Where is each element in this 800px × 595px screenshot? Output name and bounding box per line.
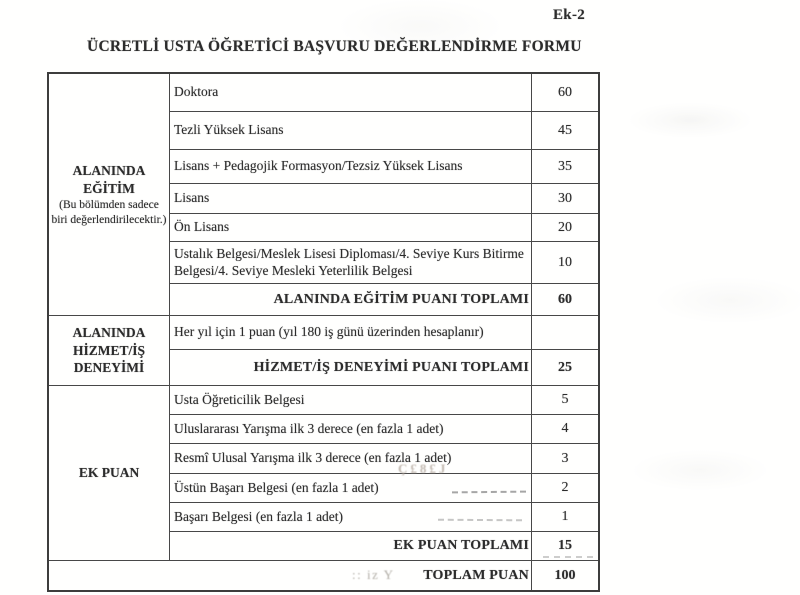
section-total-points: 15	[532, 532, 598, 561]
criterion-row-label: Ustalık Belgesi/Meslek Lisesi Diploması/4. Seviye Kurs Bitirme Belgesi/4. Seviye Mesleki Yeterlilik Belgesi	[170, 242, 532, 284]
criterion-points: 10	[532, 242, 598, 284]
criterion-points: 45	[532, 112, 598, 150]
grand-total-points: 100	[554, 567, 576, 583]
criterion-row-label: Doktora	[170, 74, 532, 112]
criterion-points: 60	[532, 74, 598, 112]
category-cell-alaninda-egitim	[49, 74, 170, 316]
criterion-row-label: Ön Lisans	[170, 214, 532, 242]
category-title: EK PUAN	[78, 465, 140, 481]
criterion-points: 20	[532, 214, 598, 242]
category-title: ALANINDA HİZMET/İŞ DENEYİMİ	[72, 325, 146, 376]
criterion-points: 4	[532, 415, 598, 444]
grand-total-label: TOPLAM PUAN	[49, 561, 532, 590]
section-total-label: ALANINDA EĞİTİM PUANI TOPLAMI	[170, 284, 532, 316]
criterion-row-label: Başarı Belgesi (en fazla 1 adet)	[170, 503, 532, 532]
scan-artifact-ghost-text: Ç£8£J	[398, 461, 449, 476]
criterion-row-label: Lisans	[170, 184, 532, 214]
criterion-row-label: Tezli Yüksek Lisans	[170, 112, 532, 150]
category-title: ALANINDA EĞİTİM	[72, 163, 146, 196]
criterion-points: 35	[532, 150, 598, 184]
section-total-label: HİZMET/İŞ DENEYİMİ PUANI TOPLAMI	[170, 350, 532, 386]
annex-tag: Ek-2	[553, 7, 586, 23]
criterion-points: 5	[532, 386, 598, 415]
criterion-row-label: Usta Öğreticilik Belgesi	[170, 386, 532, 415]
criterion-row-label: Üstün Başarı Belgesi (en fazla 1 adet)	[170, 474, 532, 503]
criterion-row-label: Resmî Ulusal Yarışma ilk 3 derece (en fazla 1 adet)	[170, 444, 532, 474]
category-cell-ek-puan	[49, 386, 170, 561]
criterion-points-empty	[532, 316, 598, 350]
criterion-points: 30	[532, 184, 598, 214]
criterion-row-label: Her yıl için 1 puan (yıl 180 iş günü üzerinden hesaplanır)	[170, 316, 532, 350]
criterion-points: 3	[532, 444, 598, 474]
criterion-points: 1	[532, 503, 598, 532]
criterion-row-label: Lisans + Pedagojik Formasyon/Tezsiz Yüksek Lisans	[170, 150, 532, 184]
section-total-label: EK PUAN TOPLAMI	[170, 532, 532, 561]
section-total-points: 25	[532, 350, 598, 386]
category-note: (Bu bölümden sadece biri değerlendirilecektir.)	[51, 199, 167, 226]
form-title: ÜCRETLİ USTA ÖĞRETİCİ BAŞVURU DEĞERLENDİRME FORMU	[87, 38, 582, 55]
criterion-row-label: Uluslararası Yarışma ilk 3 derece (en fazla 1 adet)	[170, 415, 532, 444]
category-cell-hizmet-is-deneyimi	[49, 316, 170, 386]
scan-artifact-ghost-text: :: iz Y	[352, 567, 395, 582]
evaluation-table	[47, 72, 600, 592]
section-total-points: 60	[532, 284, 598, 316]
criterion-points: 2	[532, 474, 598, 503]
